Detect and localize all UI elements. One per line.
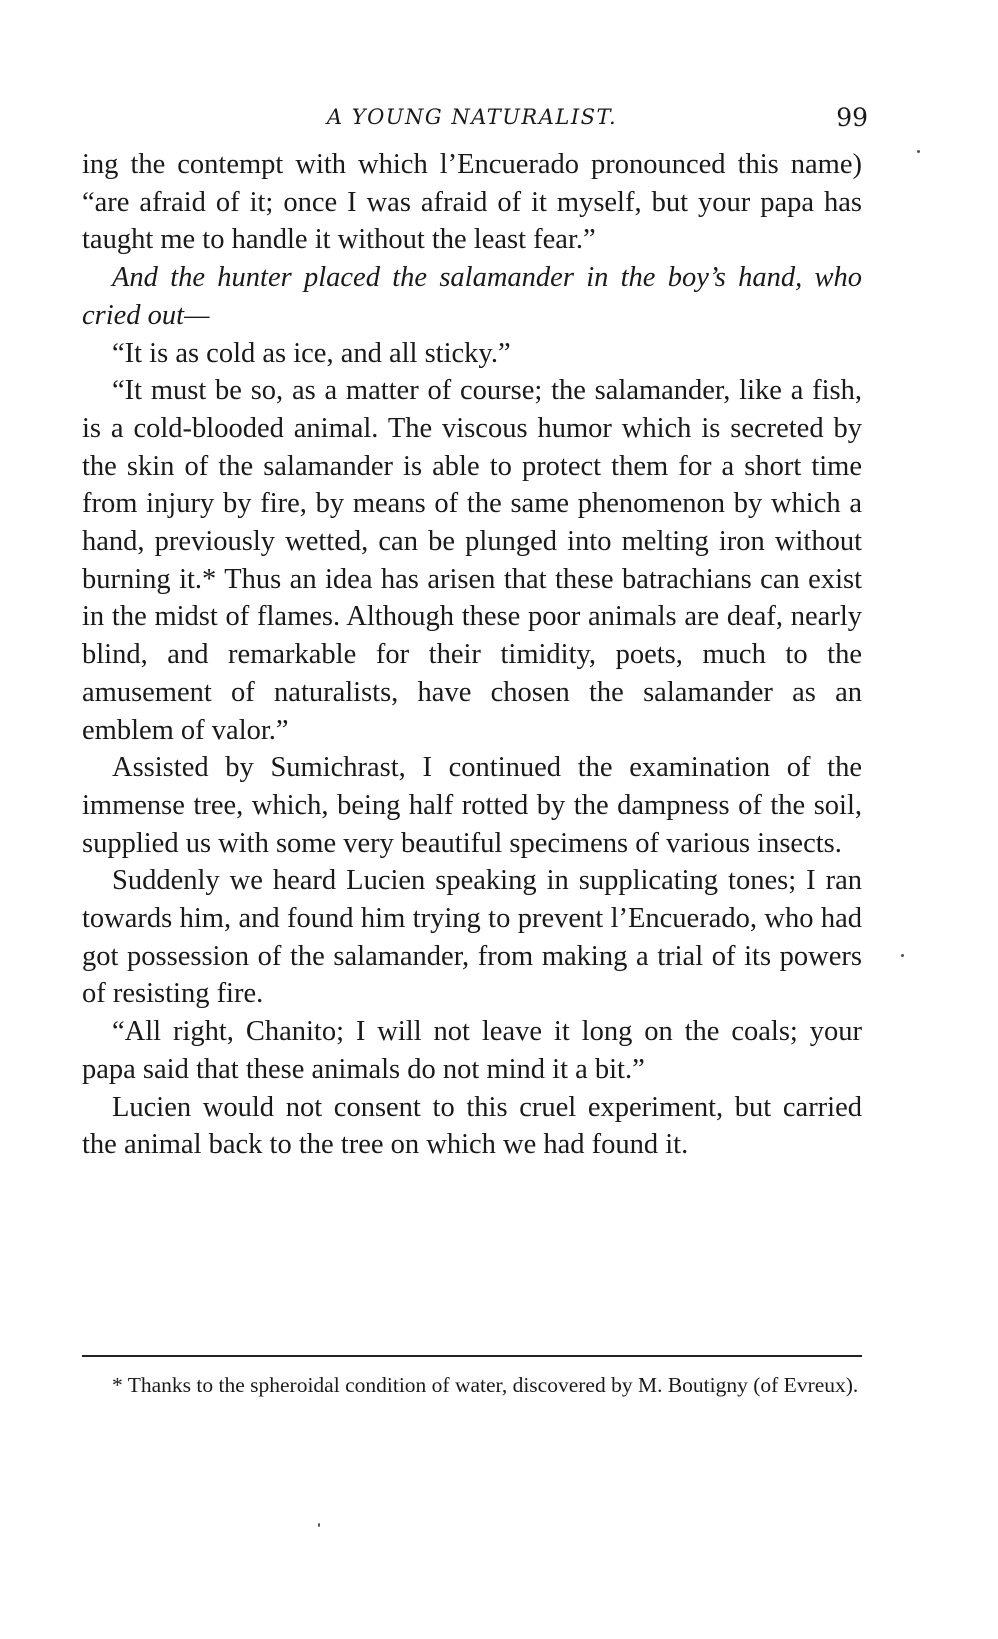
print-speck (318, 1523, 320, 1527)
paragraph-examination-of-tree: Assisted by Sumichrast, I continued the examination of the immense tree, which, being half rotted by the dampness of the soil, supplied us with some very beautiful specimens of various insects. (82, 752, 862, 859)
footnote: * Thanks to the spheroidal condition of water, discovered by M. Boutigny (of Evreux). (112, 1373, 859, 1397)
paragraph-all-right-chanito: “All right, Chanito; I will not leave it long on the coals; your papa said that these animals do not mind it a bit.” (82, 1016, 862, 1085)
paragraph-cold-as-ice: “It is as cold as ice, and all sticky.” (112, 337, 511, 369)
paragraph-lucien-supplicating: Suddenly we heard Lucien speaking in supplicating tones; I ran towards him, and found him trying to prevent l’Encuerado, who had got possession of the salamander, from making a trial of its powers of resisting fire. (82, 865, 862, 1010)
paragraph-lucien-refuses: Lucien would not consent to this cruel experiment, but carried the animal back to the tree on which we had found it. (82, 1091, 862, 1161)
body-text (82, 146, 862, 1164)
page-number: 99 (836, 103, 868, 132)
print-speck (917, 150, 920, 153)
paragraph-continuation: ing the contempt with which l’Encuerado pronounced this name) “are afraid of it; once I was afraid of it myself, but your papa has taught me to handle it without the least fear.” (82, 149, 862, 256)
running-head (82, 103, 868, 133)
running-title: A YOUNG NATURALIST. (326, 105, 618, 129)
footnote-rule (82, 1355, 862, 1357)
paragraph-hunter-places-salamander: And the hunter placed the salamander in the boy’s hand, who cried out— (82, 262, 862, 331)
print-speck (901, 954, 904, 957)
paragraph-cold-blooded: “It must be so, as a matter of course; the salamander, like a fish, is a cold-blooded animal. The viscous humor which is secreted by the skin of the salamander is able to protect them for a short time from injury by fire, by means of the same phenomenon by which a hand, previously wetted, can be plunged into melting iron without burning it.* Thus an idea has arisen that these batrachians can exist in the midst of flames. Although these poor animals are deaf, nearly blind, and remarkable for their timidity, poets, much to the amusement of naturalists, have chosen the salamander as an emblem of valor.” (82, 375, 862, 746)
